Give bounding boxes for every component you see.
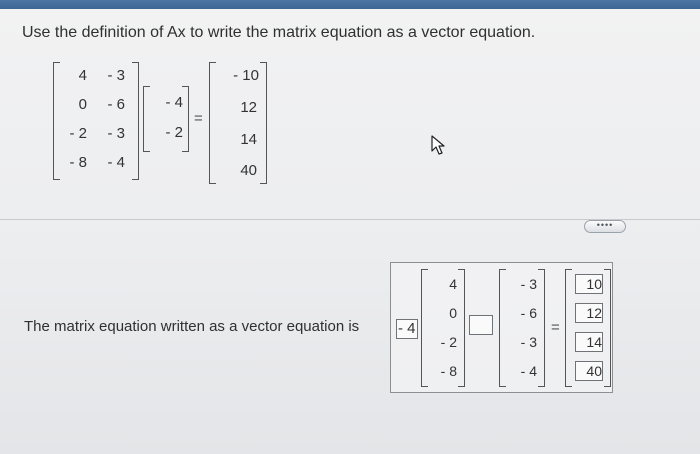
result-value: 12: [586, 305, 602, 321]
matrix-a-cell: 4: [78, 67, 87, 84]
answer-column-2: [499, 269, 545, 387]
coefficient-2-input[interactable]: [469, 315, 493, 335]
matrix-a-cell: - 2: [69, 125, 87, 142]
answer-col1-cell: 0: [449, 305, 457, 321]
answer-label: The matrix equation written as a vector equation is: [24, 318, 360, 335]
mouse-pointer-icon: [430, 134, 448, 156]
matrix-a-cell: - 6: [107, 96, 125, 113]
answer-col2-cell: - 6: [520, 305, 537, 321]
matrix-a-cell: - 3: [107, 125, 125, 142]
answer-col1-cell: - 2: [440, 334, 457, 350]
answer-equals-sign: =: [551, 319, 560, 336]
vector-x-cell: - 4: [165, 94, 183, 111]
result-value: 14: [586, 334, 602, 350]
vector-x: [143, 86, 189, 152]
matrix-a-cell: - 3: [107, 67, 125, 84]
answer-col1-cell: 4: [449, 276, 457, 292]
matrix-a-cell: - 4: [107, 154, 125, 171]
answer-col2-cell: - 3: [520, 334, 537, 350]
more-options-button[interactable]: ••••: [584, 220, 626, 233]
coefficient-1-value: - 4: [398, 320, 416, 337]
vector-x-cell: - 2: [165, 124, 183, 141]
question-ax: Ax: [166, 24, 186, 41]
matrix-a-cell: 0: [78, 96, 87, 113]
top-bar: [0, 0, 700, 9]
question-text: [22, 24, 535, 42]
vector-b-cell: - 10: [233, 67, 259, 84]
vector-b-cell: 40: [240, 162, 257, 179]
matrix-a-cell: - 8: [69, 154, 87, 171]
question-suffix: to write the matrix equation as a vector equation.: [185, 24, 536, 41]
matrix-a: [53, 62, 139, 180]
vector-b-cell: 12: [240, 99, 257, 116]
answer-col1-cell: - 8: [440, 363, 457, 379]
answer-box: [390, 262, 613, 393]
answer-col2-cell: - 3: [520, 276, 537, 292]
equals-sign: =: [194, 110, 203, 127]
question-prefix: Use the definition of: [22, 24, 167, 41]
vector-b-cell: 14: [240, 131, 257, 148]
vector-b: [209, 62, 267, 184]
answer-col2-cell: - 4: [520, 363, 537, 379]
answer-result-vector: [565, 269, 611, 387]
answer-column-1: [421, 269, 465, 387]
result-value: 10: [586, 276, 602, 292]
result-value: 40: [586, 363, 602, 379]
